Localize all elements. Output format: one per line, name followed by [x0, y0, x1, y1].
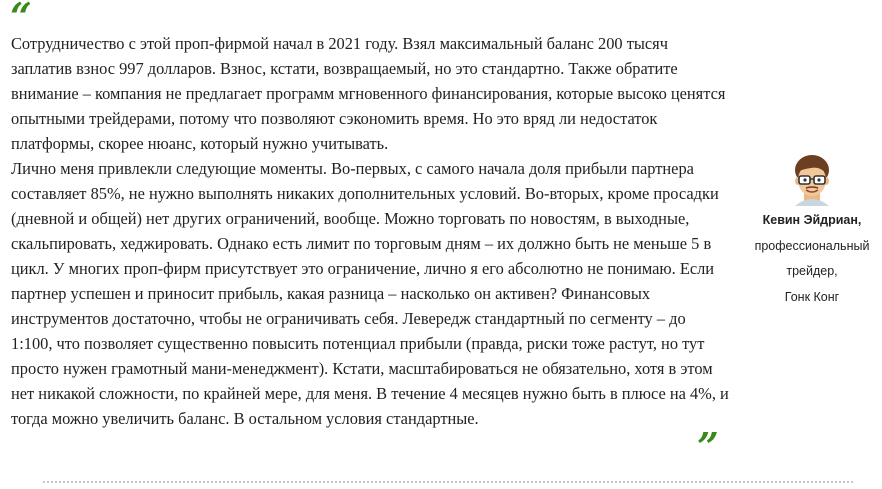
author-role-line1: профессиональный [754, 238, 870, 253]
author-location: Гонк Конг [784, 289, 840, 304]
author-name: Кевин Эйдриан, [762, 213, 862, 227]
section-divider [43, 481, 853, 483]
testimonial-paragraph-2: Лично меня привлекли следующие моменты. Во-первых, с самого начала доля прибыли партнера составляет 85%, не нужно выполнять никаких дополнительных условий. Во-вторых, кроме просадки (дневной и общей) нет других ограничений, вообще. Можно торговать по новостям, в выходные, скальпировать, хеджировать. Однако есть лимит по торговым дням – их должно быть не меньше 5 в цикл. У многих проп-фирм присутствует это ограничение, лично я его абсолютно не понимаю. Если партнер успешен и приносит прибыль, какая разница – насколько он активен? Финансовых инструментов достаточно, чтобы не ограничивать себя. Левередж стандартный по сегменту – до 1:100, что позволяет существенно повысить потенциал прибыли (правда, риски тоже растут, но тут просто нужен грамотный мани-менеджмент). Кстати, масштабироваться не обязательно, хотя в этом нет никакой сложности, по крайней мере, для меня. В течение 4 месяцев нужно быть в плюсе на 4%, и тогда можно увеличить баланс. В остальном условия стандартные. [11, 159, 729, 428]
quote-open-mark: “ [10, 0, 32, 39]
testimonial-paragraph-1: Сотрудничество с этой проп-фирмой начал в 2021 году. Взял максимальный баланс 200 тысяч заплатив взнос 997 долларов. Взнос, кстати, возвращаемый, но это стандартно. Также обратите внимание – компания не предлагает программ мгновенного финансирования, которые высоко ценятся опытными трейдерами, потому что позволяют сэкономить время. Но это вряд ли недостаток платформы, скорее нюанс, который нужно учитывать. [11, 34, 726, 153]
testimonial-text [11, 31, 731, 431]
author-role-line2: трейдер, [786, 264, 838, 278]
author-block [742, 152, 882, 310]
avatar [787, 152, 837, 206]
quote-close-mark: ” [697, 424, 719, 469]
